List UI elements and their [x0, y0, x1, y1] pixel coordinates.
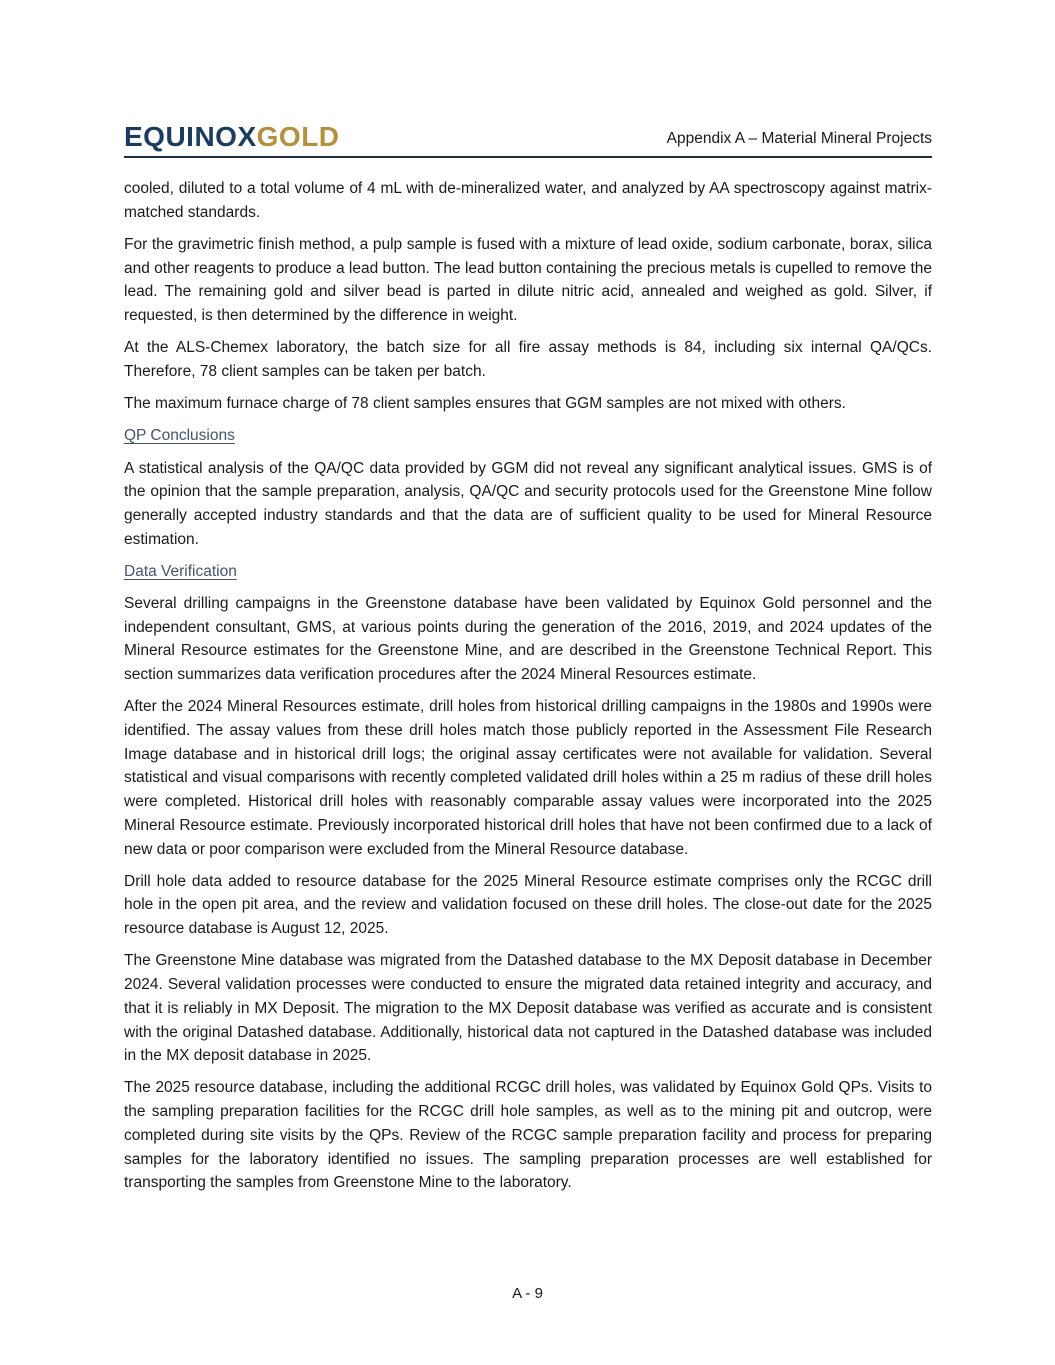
page-footer [0, 1285, 1055, 1302]
body-paragraph: The Greenstone Mine database was migrated from the Datashed database to the MX Deposit database in December 2024. Several validation processes were conducted to ensure the migrated data retained integrity and accuracy, and that it is reliably in MX Deposit. The migration to the MX Deposit database was verified as accurate and is consistent with the original Datashed database. Additionally, historical data not captured in the Datashed database was included in the MX deposit database in 2025. [124, 952, 932, 1065]
page-header [124, 122, 932, 152]
body-paragraph: cooled, diluted to a total volume of 4 mL with de-mineralized water, and analyzed by AA spectroscopy against matrix-matched standards. [124, 180, 932, 221]
body-paragraph: For the gravimetric finish method, a pulp sample is fused with a mixture of lead oxide, sodium carbonate, borax, silica and other reagents to produce a lead button. The lead button containing the precious metals is cupelled to remove the lead. The remaining gold and silver bead is parted in dilute nitric acid, annealed and weighed as gold. Silver, if requested, is then determined by the difference in weight. [124, 235, 932, 325]
body-paragraph: A statistical analysis of the QA/QC data provided by GGM did not reveal any significant analytical issues. GMS is of the opinion that the sample preparation, analysis, QA/QC and security protocols used for the Greenstone Mine follow generally accepted industry standards and that the data are of sufficient quality to be used for Mineral Resource estimation. [124, 459, 932, 548]
body-paragraph: After the 2024 Mineral Resources estimate, drill holes from historical drilling campaigns in the 1980s and 1990s were identified. The assay values from these drill holes match those publicly reported in the Assessment File Research Image database and in historical drill logs; the original assay certificates were not available for validation. Several statistical and visual comparisons with recently completed validated drill holes within a 25 m radius of these drill holes were completed. Historical drill holes with reasonably comparable assay values were incorporated into the 2025 Mineral Resource estimate. Previously incorporated historical drill holes that have not been confirmed due to a lack of new data or poor comparison were excluded from the Mineral Resource database. [124, 698, 932, 858]
equinox-gold-logo [124, 122, 340, 152]
body-paragraph: Drill hole data added to resource database for the 2025 Mineral Resource estimate comprises only the RCGC drill hole in the open pit area, and the review and validation focused on these drill holes. The close-out date for the 2025 resource database is August 12, 2025. [124, 872, 932, 938]
body-paragraph: The maximum furnace charge of 78 client samples ensures that GGM samples are not mixed with others. [124, 395, 846, 413]
logo-text-equinox: EQUINOX [124, 121, 257, 152]
page-number: A - 9 [512, 1285, 543, 1302]
page-content [124, 122, 932, 1203]
appendix-title: Appendix A – Material Mineral Projects [666, 130, 932, 147]
body-paragraph: At the ALS-Chemex laboratory, the batch size for all fire assay methods is 84, including six internal QA/QCs. Therefore, 78 client samples can be taken per batch. [124, 339, 932, 380]
document-body [124, 177, 932, 1195]
body-paragraph: Several drilling campaigns in the Greenstone database have been validated by Equinox Gold personnel and the independent consultant, GMS, at various points during the generation of the 2016, 2019, and 2024 updates of the Mineral Resource estimates for the Greenstone Mine, and are described in the Greenstone Technical Report. This section summarizes data verification procedures after the 2024 Mineral Resources estimate. [124, 595, 932, 684]
logo-text-gold: GOLD [256, 121, 340, 152]
body-paragraph: The 2025 resource database, including the additional RCGC drill holes, was validated by Equinox Gold QPs. Visits to the sampling preparation facilities for the RCGC drill hole samples, as well as to the mining pit and outcrop, were completed during site visits by the QPs. Review of the RCGC sample preparation facility and process for preparing samples for the laboratory identified no issues. The sampling preparation processes are well established for transporting the samples from Greenstone Mine to the laboratory. [124, 1079, 932, 1192]
section-heading: QP Conclusions [124, 427, 235, 445]
header-divider [124, 156, 932, 158]
section-heading: Data Verification [124, 562, 237, 580]
